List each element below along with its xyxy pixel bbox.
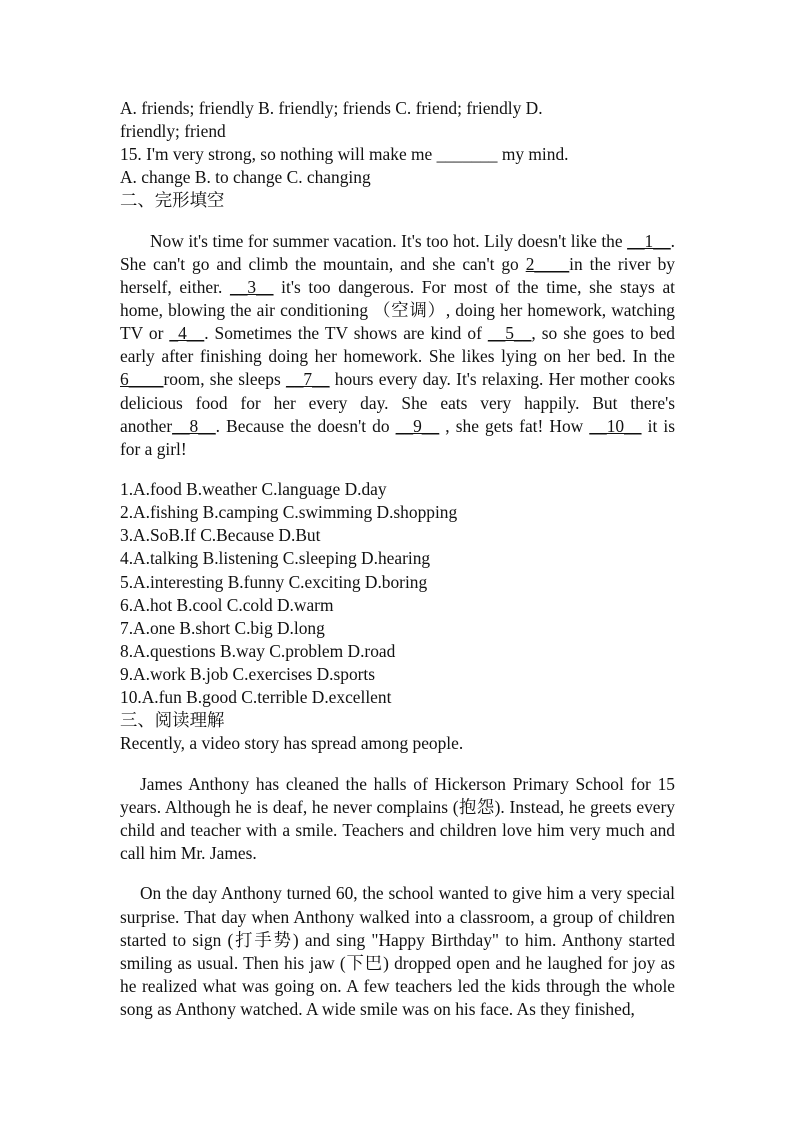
cloze-text: it's too dangerous. For most of the time, she stays at home, blowing the air conditioning （空调）, doing her homework, watching TV or [120,277,675,344]
cloze-blank-2: 2____ [525,253,570,274]
cloze-option-row: 5.A.interesting B.funny C.exciting D.boring [120,571,428,592]
cloze-options [120,478,675,709]
cloze-text: Now it's time for summer vacation. It's too hot. Lily doesn't like the [150,230,628,251]
cloze-option-row: 9.A.work B.job C.exercises D.sports [120,663,376,684]
cloze-option-row: 2.A.fishing B.camping C.swimming D.shopping [120,502,458,523]
cloze-blank-6: 6____ [120,369,164,390]
cloze-text: . She can't go and climb the mountain, and she can't go [120,230,675,274]
cloze-option-row: 7.A.one B.short C.big D.long [120,617,325,638]
document-page [120,97,675,1038]
cloze-option-row: 10.A.fun B.good C.terrible D.excellent [120,687,392,708]
q14-options-line2: friendly; friend [120,121,226,142]
cloze-passage [120,230,675,461]
cloze-text: , she gets fat! How [439,415,590,436]
cloze-blank-1: __1__ [627,230,671,251]
reading-intro: Recently, a video story has spread among people. [120,733,464,754]
cloze-text: , so she goes to bed early after finishing doing her homework. She likes lying on her bed. In the [120,323,675,367]
cloze-option-row: 3.A.SoB.If C.Because D.But [120,525,321,546]
cloze-option-row: 8.A.questions B.way C.problem D.road [120,640,396,661]
cloze-blank-9: __9__ [395,415,440,436]
cloze-blank-10: __10__ [589,415,642,436]
cloze-option-row: 6.A.hot B.cool C.cold D.warm [120,594,334,615]
cloze-option-row: 1.A.food B.weather C.language D.day [120,479,387,500]
cloze-blank-8: __8__ [172,415,216,436]
cloze-blank-7: __7__ [286,369,330,390]
q15-options: A. change B. to change C. changing [120,167,371,188]
q15-question: 15. I'm very strong, so nothing will make me _______ my mind. [120,144,569,165]
cloze-text: room, she sleeps [163,369,287,390]
cloze-text: in the river by herself, either. [120,253,675,298]
section2-heading: 二、完形填空 [120,190,225,211]
cloze-blank-4: _4__ [169,323,205,344]
reading-paragraph-1: James Anthony has cleaned the halls of Hickerson Primary School for 15 years. Although he is deaf, he never complains (抱怨). Instead, he greets every child and teacher with a smile. Teachers and children love him very much and call him Mr. James. [120,773,675,863]
cloze-text: . Because the doesn't do [215,415,396,436]
cloze-text: hours every day. It's relaxing. Her mother cooks delicious food for her every day. She eats very happily. But there's another [120,369,675,436]
reading-paragraph-2: On the day Anthony turned 60, the school wanted to give him a very special surprise. That day when Anthony walked into a classroom, a group of children started to sign (打手势) and sing "Happy Birthday" to him. Anthony started smiling as usual. Then his jaw (下巴) dropped open and he laughed for joy as he realized what was going on. A few teachers led the kids through the whole song as Anthony watched. A wide smile was on his face. As they finished, [120,883,675,1019]
cloze-text: it is for a girl! [120,415,675,459]
cloze-blank-3: __3__ [230,277,274,298]
cloze-blank-5: __5__ [487,323,532,344]
section3-heading: 三、阅读理解 [120,710,225,731]
cloze-option-row: 4.A.talking B.listening C.sleeping D.hearing [120,548,431,569]
cloze-text: . Sometimes the TV shows are kind of [204,323,488,344]
q14-options-line1: A. friends; friendly B. friendly; friends C. friend; friendly D. [120,98,543,118]
